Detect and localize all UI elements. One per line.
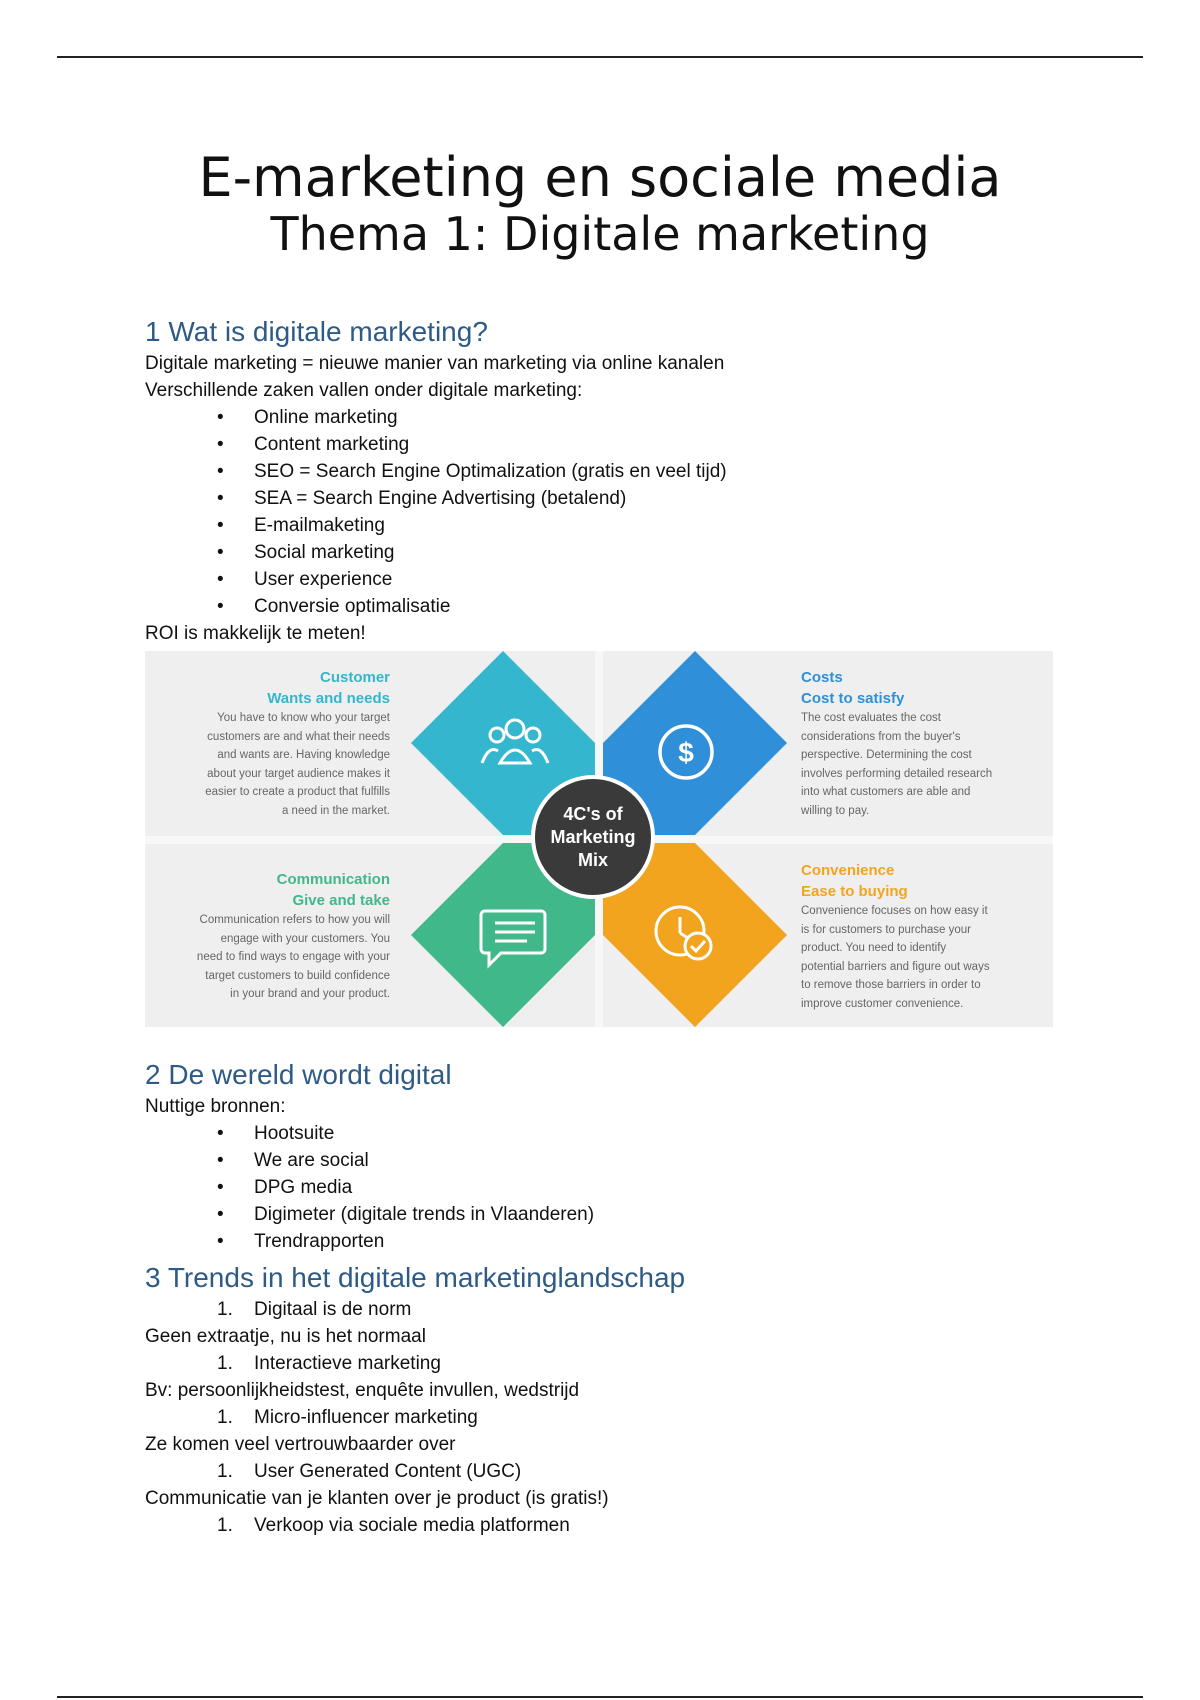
bullet-icon: • [217, 1123, 224, 1144]
bullet-icon: • [217, 542, 224, 563]
convenience-text: Convenience focuses on how easy it is for customers to purchase your product. You need to identify potential barriers and figure out ways to remove those barriers in order to improve customer convenience. [801, 905, 990, 1010]
list-item: • SEO = Search Engine Optimalization (gratis en veel tijd) [145, 458, 1105, 485]
costs-subtitle: Cost to satisfy [801, 690, 905, 707]
list-note: Communicatie van je klanten over je product (is gratis!) [145, 1488, 609, 1509]
bullet-icon: • [217, 569, 224, 590]
costs-block [801, 667, 1046, 820]
bullet-icon: • [217, 515, 224, 536]
list-item: 1. Digitaal is de norm [217, 1299, 412, 1320]
bullet-icon: • [217, 596, 224, 617]
list-item: • Content marketing [145, 431, 1105, 458]
section-2-bullet-list [145, 1120, 1105, 1255]
section-3-list [145, 1404, 1105, 1431]
list-item: 1. User Generated Content (UGC) [217, 1461, 522, 1482]
bullet-icon: • [217, 488, 224, 509]
list-item: • Conversie optimalisatie [145, 593, 1105, 620]
bullet-icon: • [217, 1150, 224, 1171]
section-3-list [145, 1512, 1105, 1539]
section-2-intro: Nuttige bronnen: [145, 1096, 286, 1117]
list-item: • E-mailmaketing [145, 512, 1105, 539]
section-1-line: Verschillende zaken vallen onder digitale marketing: [145, 380, 583, 401]
list-item: • Hootsuite [145, 1120, 1105, 1147]
list-note: Bv: persoonlijkheidstest, enquête invullen, wedstrijd [145, 1380, 580, 1401]
document-title: E-marketing en sociale media [198, 146, 1002, 209]
list-item: • Trendrapporten [145, 1228, 1105, 1255]
communication-subtitle: Give and take [292, 892, 390, 909]
costs-text: The cost evaluates the cost considerations from the buyer's perspective. Determining the cost involves performing detailed research into what customers are able and willing to pay. [801, 712, 993, 817]
bullet-icon: • [217, 1177, 224, 1198]
list-item: • SEA = Search Engine Advertising (betalend) [145, 485, 1105, 512]
bullet-icon: • [217, 1231, 224, 1252]
section-3-list [145, 1296, 1105, 1323]
section-1-heading: 1 Wat is digitale marketing? [145, 316, 488, 347]
section-3-list [145, 1350, 1105, 1377]
list-item: • Online marketing [145, 404, 1105, 431]
bullet-icon: • [217, 1204, 224, 1225]
communication-block [150, 869, 390, 1004]
convenience-subtitle: Ease to buying [801, 883, 908, 900]
list-item: • User experience [145, 566, 1105, 593]
section-1-line: Digitale marketing = nieuwe manier van marketing via online kanalen [145, 353, 725, 374]
4c-center-badge: 4C's of Marketing Mix [531, 775, 655, 899]
section-1-closing: ROI is makkelijk te meten! [145, 623, 366, 644]
customer-block [150, 667, 390, 820]
list-item: 1. Verkoop via sociale media platformen [217, 1515, 570, 1536]
customer-text: You have to know who your target customers are and what their needs and wants are. Having knowledge about your target audience makes it easier to create a product that fulfills a need in the market. [205, 712, 390, 817]
bullet-icon: • [217, 407, 224, 428]
list-item: • DPG media [145, 1174, 1105, 1201]
communication-text: Communication refers to how you will engage with your customers. You need to find ways to engage with your target customers to build confidence in your brand and your product. [196, 914, 390, 1000]
svg-text:$: $ [678, 737, 694, 768]
communication-title: Communication [276, 871, 390, 888]
section-3 [145, 1260, 1105, 1539]
customer-subtitle: Wants and needs [267, 690, 390, 707]
list-item: • Digimeter (digitale trends in Vlaanderen) [145, 1201, 1105, 1228]
section-1-bullet-list [145, 404, 1105, 620]
list-item: 1. Micro-influencer marketing [217, 1407, 478, 1428]
convenience-block [801, 860, 1046, 1013]
bullet-icon: • [217, 461, 224, 482]
list-item: • We are social [145, 1147, 1105, 1174]
list-note: Ze komen veel vertrouwbaarder over [145, 1434, 456, 1455]
customer-title: Customer [319, 669, 390, 686]
costs-title: Costs [801, 669, 843, 686]
top-rule [57, 56, 1143, 58]
convenience-title: Convenience [801, 862, 895, 879]
bottom-rule [57, 1696, 1143, 1698]
section-3-heading: 3 Trends in het digitale marketinglandschap [145, 1262, 686, 1293]
document-subtitle: Thema 1: Digitale marketing [270, 207, 930, 261]
list-item: • Social marketing [145, 539, 1105, 566]
bullet-icon: • [217, 434, 224, 455]
section-3-list [145, 1458, 1105, 1485]
section-2 [145, 1057, 1105, 1255]
4c-marketing-mix-infographic [145, 651, 1053, 1027]
list-note: Geen extraatje, nu is het normaal [145, 1326, 426, 1347]
section-2-heading: 2 De wereld wordt digital [145, 1059, 452, 1090]
list-item: 1. Interactieve marketing [217, 1353, 441, 1374]
section-1 [145, 314, 1105, 647]
